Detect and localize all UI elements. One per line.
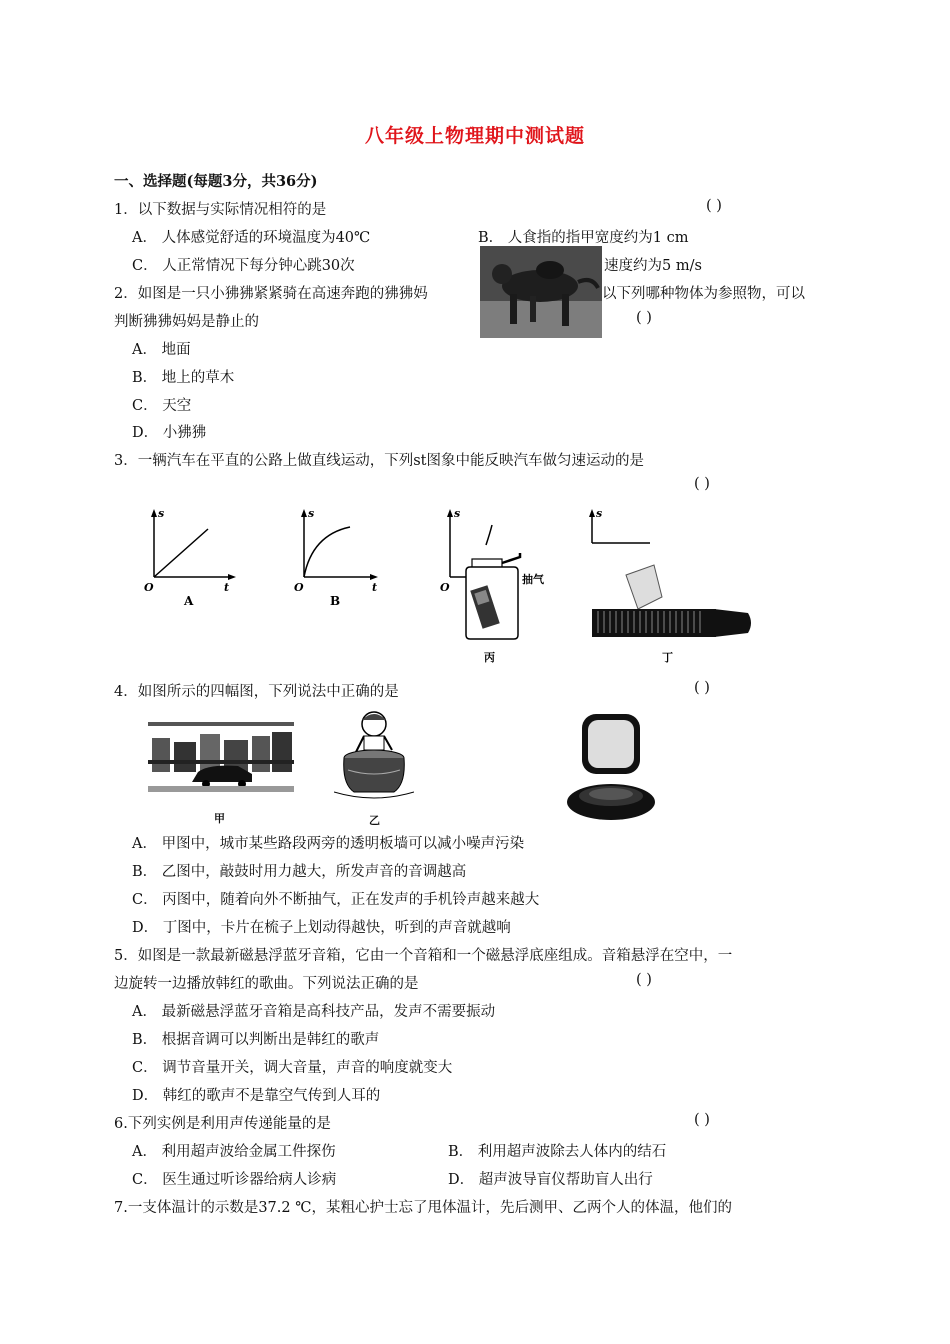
graph-a-s-label: s [158,507,165,520]
q5-option-a: A． 最新磁悬浮蓝牙音箱是高科技产品，发声不需要振动 [132,1004,496,1020]
baboon-photo [480,246,602,338]
q5-option-d: D． 韩红的歌声不是靠空气传到人耳的 [132,1088,381,1104]
q5-option-c: C． 调节音量开关，调大音量，声音的响度就变大 [132,1060,453,1076]
q2-stem-line1: 2．如图是一只小狒狒紧紧骑在高速奔跑的狒狒妈 [114,286,428,302]
q2-option-b: B． 地上的草木 [132,370,235,386]
q2-option-a: A． 地面 [132,342,191,358]
q6-stem: 6.下列实例是利用声传递能量的是 [114,1116,331,1132]
graph-a-caption: A [184,594,194,608]
q5-stem-line2: 边旋转一边播放韩红的歌曲。下列说法正确的是 [114,976,419,992]
bell-jar-figure [436,505,556,665]
q6-option-a: A． 利用超声波给金属工件探伤 [132,1144,336,1160]
q4-option-d: D． 丁图中，卡片在梳子上划动得越快，听到的声音就越响 [132,920,511,936]
fig-jia-caption: 甲 [214,812,225,825]
q1-option-b: B． 人食指的指甲宽度约为1 cm [478,230,689,246]
q2-option-c: C． 天空 [132,398,192,414]
q2-answer-paren: ( ) [636,310,652,326]
comb-figure [582,505,762,665]
st-graph-a [140,505,240,610]
graph-d-s-label: s [596,507,603,520]
q1-answer-paren: ( ) [706,198,722,214]
q1-stem: 1．以下数据与实际情况相符的是 [114,202,327,218]
fig-ding-caption: 丁 [662,651,673,664]
fig-bing-caption: 丙 [484,651,495,664]
graph-c-origin: O [440,581,450,594]
q3-stem: 3．一辆汽车在平直的公路上做直线运动，下列st图象中能反映汽车做匀速运动的是 [114,453,644,469]
fig-yi-caption: 乙 [369,814,380,827]
graph-b-t-label: t [372,581,378,594]
graph-c-s-label: s [454,507,461,520]
q6-option-d: D． 超声波导盲仪帮助盲人出行 [448,1172,653,1188]
q1-option-d-tail: 速度约为5 m/s [604,258,702,274]
q4-stem: 4．如图所示的四幅图，下列说法中正确的是 [114,684,399,700]
q2-stem-line2: 判断狒狒妈妈是静止的 [114,314,259,330]
city-road-photo [148,712,294,792]
levitating-speaker-photo [564,712,660,830]
page-title: 八年级上物理期中测试题 [364,125,585,147]
q4-answer-paren: ( ) [694,680,710,696]
pump-label: 抽气 [522,573,544,586]
q4-option-c: C． 丙图中，随着向外不断抽气，正在发声的手机铃声越来越大 [132,892,540,908]
q5-answer-paren: ( ) [636,972,652,988]
graph-a-t-label: t [224,581,230,594]
q2-stem-line1-tail: 以下列哪种物体为参照物，可以 [602,286,805,302]
q1-option-c: C． 人正常情况下每分钟心跳30次 [132,258,355,274]
q5-stem-line1: 5．如图是一款最新磁悬浮蓝牙音箱，它由一个音箱和一个磁悬浮底座组成。音箱悬浮在空中，一 [114,948,733,964]
q3-answer-paren: ( ) [694,476,710,492]
q4-option-b: B． 乙图中，敲鼓时用力越大，所发声音的音调越高 [132,864,467,880]
graph-b-s-label: s [308,507,315,520]
st-graph-b [290,505,390,610]
q6-option-b: B． 利用超声波除去人体内的结石 [448,1144,667,1160]
graph-b-origin: O [294,581,304,594]
q6-option-c: C． 医生通过听诊器给病人诊病 [132,1172,337,1188]
q6-answer-paren: ( ) [694,1112,710,1128]
graph-b-caption: B [330,594,341,608]
q1-option-a: A． 人体感觉舒适的环境温度为40℃ [132,230,371,246]
q2-option-d: D． 小狒狒 [132,425,207,441]
drum-cartoon [334,708,414,802]
section-heading: 一、选择题(每题3分，共36分) [114,173,318,190]
q5-option-b: B． 根据音调可以判断出是韩红的歌声 [132,1032,380,1048]
graph-a-origin: O [144,581,154,594]
q4-option-a: A． 甲图中，城市某些路段两旁的透明板墙可以减小噪声污染 [132,836,525,852]
q7-stem: 7.一支体温计的示数是37.2 ℃，某粗心护士忘了甩体温计，先后测甲、乙两个人的体温，他们的 [114,1200,732,1216]
